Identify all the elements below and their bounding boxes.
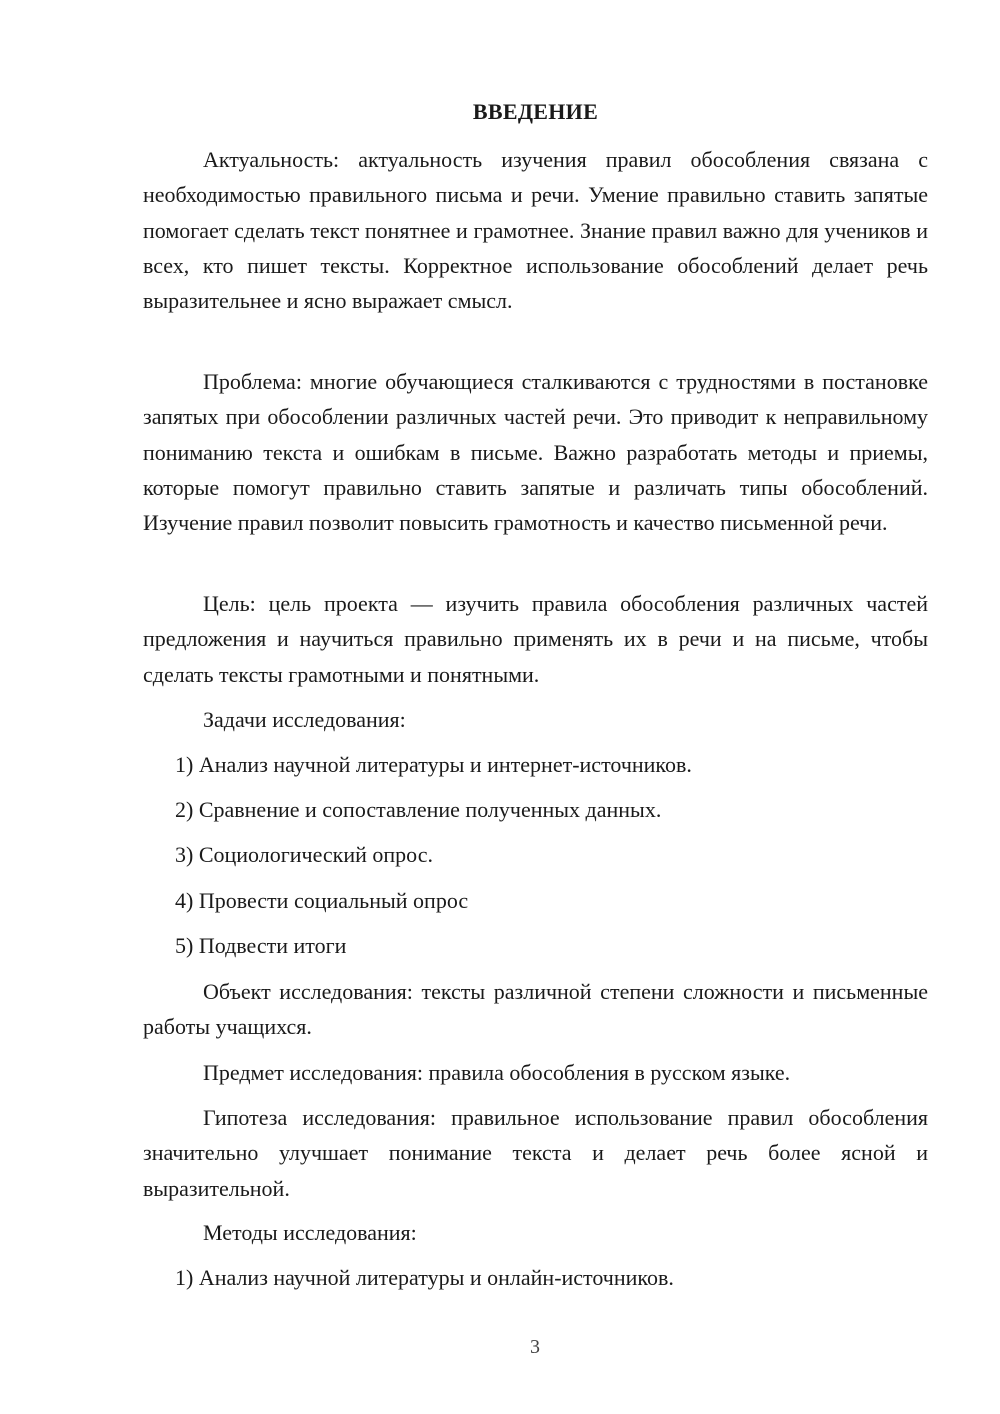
methods-title: Методы исследования: (203, 1220, 417, 1245)
list-item: 4) Провести социальный опрос (175, 888, 469, 913)
goal-paragraph: Цель: цель проекта — изучить правила обособления различных частей предложения и научиться правильно применять их в речи и на письме, чтобы сделать тексты грамотными и понятными. (143, 591, 928, 687)
page-title: ВВЕДЕНИЕ (472, 99, 599, 124)
tasks-title: Задачи исследования: (203, 707, 406, 732)
list-item: 5) Подвести итоги (175, 933, 347, 958)
object-paragraph: Объект исследования: тексты различной степени сложности и письменные работы учащихся. (143, 979, 928, 1040)
list-item: 2) Сравнение и сопоставление полученных данных. (175, 797, 662, 822)
list-item: 1) Анализ научной литературы и онлайн-источников. (175, 1265, 674, 1290)
relevance-paragraph: Актуальность: актуальность изучения правил обособления связана с необходимостью правильного письма и речи. Умение правильно ставить запятые помогает сделать текст понятнее и грамотнее. Знание правил важно для учеников и всех, кто пишет тексты. Корректное использование обособлений делает речь выразительнее и ясно выражает смысл. (143, 147, 928, 314)
problem-paragraph: Проблема: многие обучающиеся сталкиваются с трудностями в постановке запятых при обособлении различных частей речи. Это приводит к неправильному пониманию текста и ошибкам в письме. Важно разработать методы и приемы, которые помогут правильно ставить запятые и различать типы обособлений. Изучение правил позволит повысить грамотность и качество письменной речи. (143, 369, 928, 536)
list-item: 1) Анализ научной литературы и интернет-источников. (175, 752, 692, 777)
subject-line: Предмет исследования: правила обособления в русском языке. (203, 1060, 791, 1085)
page-number: 3 (530, 1336, 540, 1358)
list-item: 3) Социологический опрос. (175, 842, 433, 867)
hypothesis-paragraph: Гипотеза исследования: правильное использование правил обособления значительно улучшает понимание текста и делает речь более ясной и выразительной. (143, 1105, 928, 1201)
